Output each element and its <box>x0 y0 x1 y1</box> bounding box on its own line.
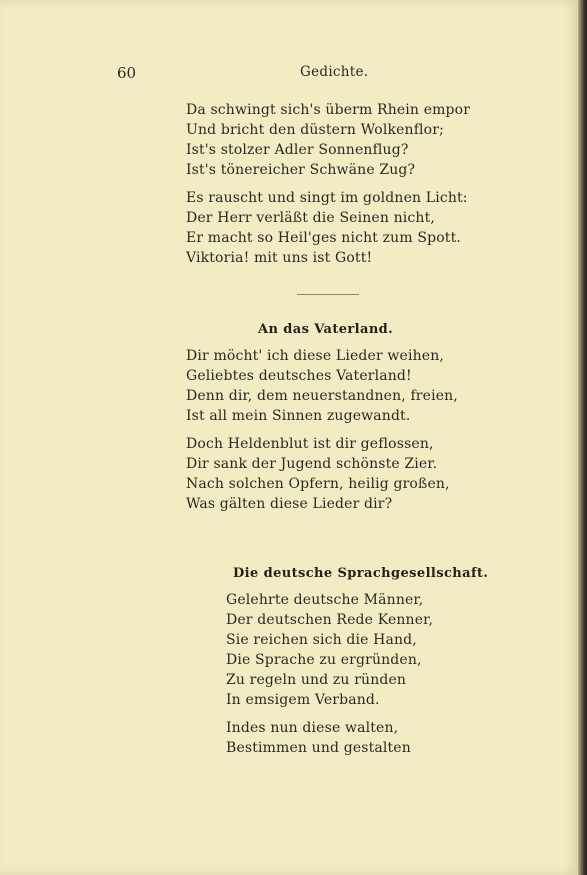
verse-line: Ist's tönereicher Schwäne Zug? <box>186 162 416 178</box>
verse-line: Denn dir, dem neuerstandnen, freien, <box>186 388 458 404</box>
page-number: 60 <box>117 64 137 82</box>
verse-line: Es rauscht und singt im goldnen Licht: <box>186 190 468 206</box>
verse-line: Zu regeln und zu ründen <box>226 672 407 688</box>
verse-line: Doch Heldenblut ist dir geflossen, <box>186 436 434 452</box>
verse-line: Geliebtes deutsches Vaterland! <box>186 368 412 384</box>
verse-line: Der Herr verläßt die Seinen nicht, <box>186 210 435 226</box>
verse-line: Sie reichen sich die Hand, <box>226 632 417 648</box>
poem-title: Die deutsche Sprachgesellschaft. <box>233 566 489 581</box>
verse-line: Da schwingt sich's überm Rhein empor <box>186 102 471 118</box>
verse-line: Gelehrte deutsche Männer, <box>226 592 424 608</box>
verse-line: Viktoria! mit uns ist Gott! <box>186 250 373 266</box>
verse-line: Bestimmen und gestalten <box>226 740 411 756</box>
verse-line: Dir möcht' ich diese Lieder weihen, <box>186 348 444 364</box>
verse-line: Nach solchen Opfern, heilig großen, <box>186 476 450 492</box>
poem-title: An das Vaterland. <box>258 322 394 337</box>
page-header <box>0 64 578 86</box>
running-head: Gedichte. <box>300 64 369 80</box>
section-divider <box>297 294 359 295</box>
verse-line: Was gälten diese Lieder dir? <box>186 496 393 512</box>
verse-line: Er macht so Heil'ges nicht zum Spott. <box>186 230 461 246</box>
verse-line: Dir sank der Jugend schönste Zier. <box>186 456 438 472</box>
verse-line: Ist all mein Sinnen zugewandt. <box>186 408 411 424</box>
verse-line: Und bricht den düstern Wolkenflor; <box>186 122 444 138</box>
verse-line: In emsigem Verband. <box>226 692 380 708</box>
verse-line: Indes nun diese walten, <box>226 720 399 736</box>
verse-line: Der deutschen Rede Kenner, <box>226 612 434 628</box>
verse-line: Die Sprache zu ergründen, <box>226 652 422 668</box>
page-edge <box>578 0 587 875</box>
verse-line: Ist's stolzer Adler Sonnenflug? <box>186 142 409 158</box>
